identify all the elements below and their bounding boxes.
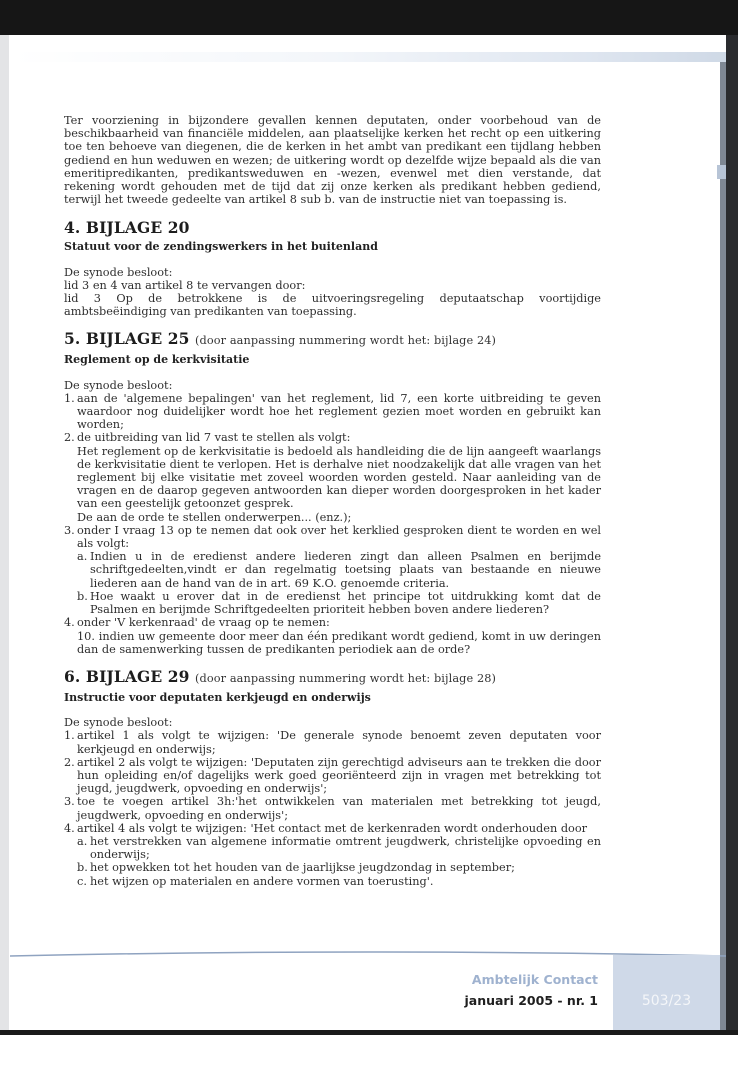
list-item-text: onder I vraag 13 op te nemen dat ook over het kerklied gesproken dient te worden en wel als volgt:	[77, 523, 601, 551]
list-item	[64, 431, 601, 523]
list-item-text: artikel 4 als volgt te wijzigen: 'Het contact met de kerkenraden wordt onderhouden door	[77, 821, 588, 835]
text-line: De synode besloot:	[64, 265, 173, 279]
list-item	[64, 756, 601, 796]
list-item	[64, 795, 601, 821]
sub-list-text: het opwekken tot het houden van de jaarlijkse jeugdzondag in september;	[90, 861, 515, 875]
section-heading	[64, 329, 601, 350]
page-tab-marker	[717, 165, 726, 179]
list-letter: c.	[77, 874, 87, 888]
list-item	[64, 822, 601, 888]
list-item	[64, 392, 601, 432]
lead-text: De synode besloot:	[64, 378, 173, 392]
sub-list-text: Indien u in de eredienst andere liederen zingt dan alleen Psalmen en berijmde schriftgedeelten,vindt er dan regelmatig toetsing plaats van bestaande en nieuwe liederen aan de hand van de in art. 69 K.O. genoemde criteria.	[90, 550, 601, 590]
list-letter: a.	[77, 550, 88, 564]
list-item	[64, 729, 601, 755]
numbered-list	[64, 729, 601, 887]
list-item-body	[77, 431, 601, 523]
issue-label: januari 2005 - nr. 1	[464, 993, 598, 1008]
sub-list-item	[77, 550, 601, 590]
section-bijlage-29	[64, 667, 601, 888]
section-heading-text: 5. BIJLAGE 25	[64, 329, 190, 349]
scan-left-edge	[0, 35, 9, 1035]
section-heading-text: 4. BIJLAGE 20	[64, 218, 190, 238]
list-item-continuation: De aan de orde te stellen onderwerpen... (enz.);	[77, 510, 352, 524]
list-number: 4.	[64, 616, 75, 630]
list-number: 2.	[64, 755, 75, 769]
section-heading-note: (door aanpassing nummering wordt het: bijlage 28)	[195, 671, 497, 685]
section-heading-text: 6. BIJLAGE 29	[64, 666, 190, 686]
sub-list-item	[77, 875, 601, 888]
text-line: lid 3 en 4 van artikel 8 te vervangen door:	[64, 278, 306, 292]
sub-list-item	[77, 835, 601, 861]
list-item-body	[77, 524, 601, 616]
section-heading-note: (door aanpassing nummering wordt het: bijlage 24)	[195, 334, 497, 348]
scan-right-border	[726, 35, 738, 1035]
list-item-body	[77, 822, 601, 888]
lettered-list	[77, 835, 601, 888]
sub-list-text: het verstrekken van algemene informatie omtrent jeugdwerk, christelijke opvoeding en onderwijs;	[90, 834, 601, 862]
lead-text: De synode besloot:	[64, 716, 173, 730]
list-item-body	[77, 616, 601, 656]
page-number-box	[613, 955, 720, 1030]
header-rule	[12, 52, 726, 62]
scan-bottom-margin	[0, 1035, 738, 1068]
list-number: 1.	[64, 391, 75, 405]
list-number: 2.	[64, 431, 75, 445]
list-item-text: onder 'V kerkenraad' de vraag op te nemen:	[77, 616, 330, 630]
scan-top-border	[0, 0, 738, 35]
publication-title: Ambtelijk Contact	[471, 972, 598, 987]
section-heading	[64, 667, 601, 688]
section-bijlage-25	[64, 329, 601, 655]
section-heading	[64, 218, 601, 237]
section-subtitle: Statuut voor de zendingswerkers in het buitenland	[64, 240, 378, 254]
sub-list-item	[77, 590, 601, 616]
list-item-text: artikel 2 als volgt te wijzigen: 'Deputaten zijn gerechtigd adviseurs aan te trekken die door hun opleiding en/of dagelijks werk goed georiënteerd zijn in vragen met betrekking tot jeugd, jeugdwerk, opvoeding en onderwijs';	[77, 755, 601, 796]
list-item	[64, 524, 601, 616]
sub-list-text: het wijzen op materialen en andere vormen van toerusting'.	[90, 874, 434, 888]
sub-list-text: Hoe waakt u erover dat in de eredienst het principe tot uitdrukking komt dat de Psalmen en berijmde Schriftgedeelten prioriteit hebben boven andere liederen?	[90, 589, 601, 617]
list-letter: a.	[77, 834, 88, 848]
list-item-continuation: 10. indien uw gemeente door meer dan één predikant wordt gediend, komt in uw deringen dan de samenwerking tussen de predikanten periodiek aan de orde?	[77, 629, 601, 656]
list-item-text: aan de 'algemene bepalingen' van het reglement, lid 7, een korte uitbreiding te geven waardoor nog duidelijker wordt hoe het reglement gezien moet worden en gebruikt kan worden;	[77, 391, 601, 432]
list-item	[64, 616, 601, 656]
document-body	[64, 114, 601, 899]
list-letter: b.	[77, 589, 88, 603]
list-item-text: artikel 1 als volgt te wijzigen: 'De generale synode benoemt zeven deputaten voor kerkjeugd en onderwijs;	[77, 729, 601, 756]
numbered-list	[64, 392, 601, 656]
section-bijlage-20	[64, 218, 601, 318]
list-number: 3.	[64, 795, 75, 809]
list-number: 3.	[64, 523, 75, 537]
intro-paragraph: Ter voorziening in bijzondere gevallen kennen deputaten, onder voorbehoud van de beschikbaarheid van financiële middelen, aan plaatselijke kerken het recht op een uitkering toe ten behoeve van diegenen, die de kerken in het ambt van predikant een tijdlang hebben gediend en hun weduwen en wezen; de uitkering wordt op dezelfde wijze bepaald als die van emeritipredikanten, predikantsweduwen en -wezen, evenwel met dien verstande, dat rekening wordt gehouden met de tijd dat zij onze kerken als predikant hebben gediend, terwijl het tweede gedeelte van artikel 8 sub b. van de instructie niet van toepassing is.	[64, 114, 601, 207]
sub-list-item	[77, 861, 601, 874]
page-number: 503/23	[641, 993, 692, 1009]
lettered-list	[77, 550, 601, 616]
list-number: 4.	[64, 821, 75, 835]
section-subtitle: Instructie voor deputaten kerkjeugd en onderwijs	[64, 690, 371, 704]
text-line: lid 3 Op de betrokkene is de uitvoeringsregeling deputaatschap voortijdige ambtsbeëindiging van predikanten van toepassing.	[64, 292, 601, 319]
list-number: 1.	[64, 729, 75, 743]
list-item-text: de uitbreiding van lid 7 vast te stellen als volgt:	[77, 431, 351, 445]
list-letter: b.	[77, 861, 88, 875]
list-item-continuation: Het reglement op de kerkvisitatie is bedoeld als handleiding die de lijn aangeeft waarlangs de kerkvisitatie dient te verlopen. Het is derhalve niet noodzakelijk dat alle vragen van het reglement bij elke visitatie met zoveel woorden worden gesteld. Naar aanleiding van de vragen en de daarop gegeven antwoorden kan dieper worden doorgesproken in het kader van een geestelijk getoonzet gesprek.	[77, 444, 601, 511]
section-subtitle: Reglement op de kerkvisitatie	[64, 353, 250, 367]
list-item-text: toe te voegen artikel 3h:'het ontwikkelen van materialen met betrekking tot jeugd, jeugdwerk, opvoeding en onderwijs';	[77, 795, 601, 822]
